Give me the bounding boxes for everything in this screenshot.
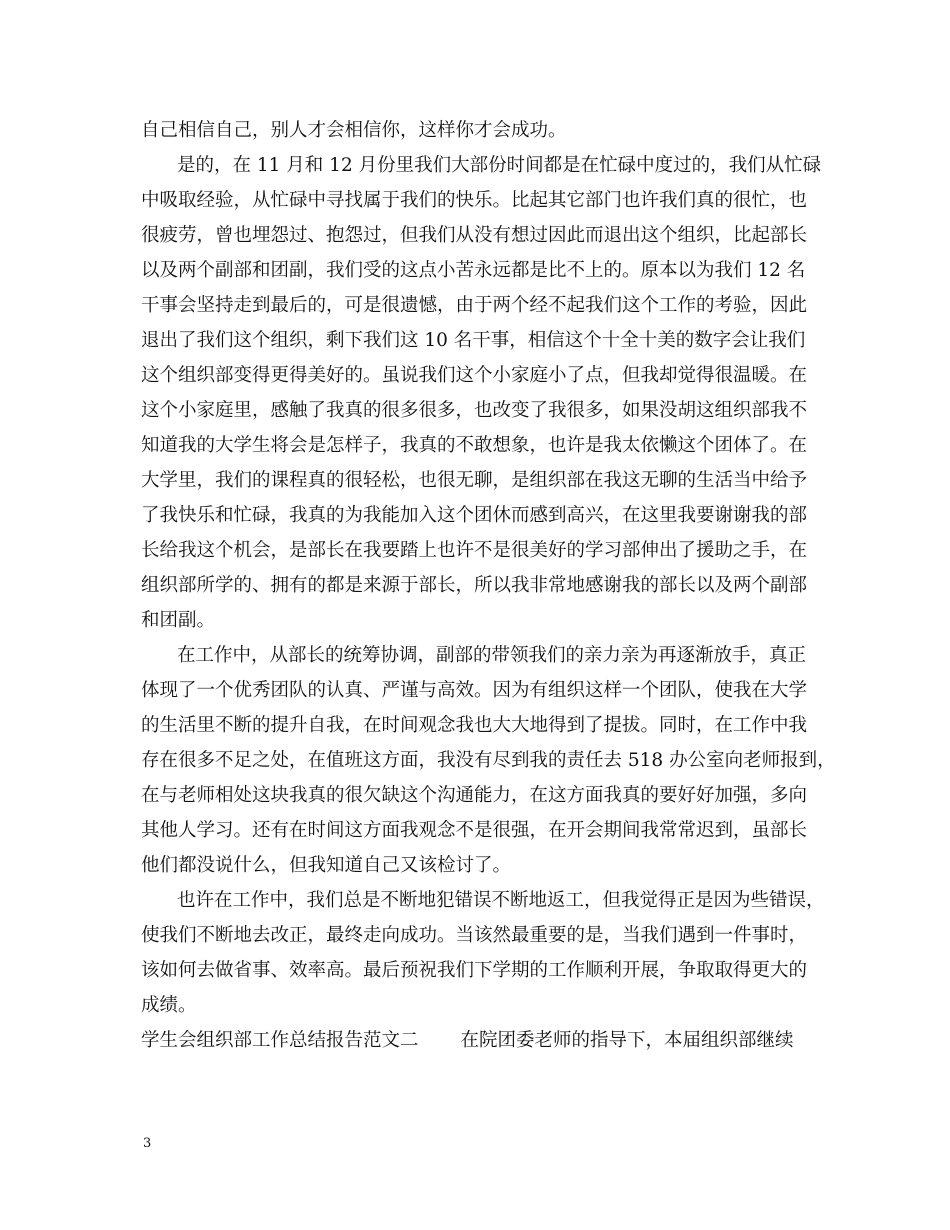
text-line: 大学里，我们的课程真的很轻松，也很无聊，是组织部在我这无聊的生活当中给予 [141,470,808,491]
paragraph-start-line: 是的，在 11 月和 12 月份里我们大部份时间都是在忙碌中度过的，我们从忙碌 [177,155,822,176]
text-line: 该如何去做省事、效率高。最后预祝我们下学期的工作顺利开展，争取取得更大的 [141,960,808,981]
text-line: 他们都没说什么，但我知道自己又该检讨了。 [141,855,512,876]
text-line: 体现了一个优秀团队的认真、严谨与高效。因为有组织这样一个团队，使我在大学 [141,680,808,701]
text-line: 以及两个副部和团副，我们受的这点小苦永远都是比不上的。原本以为我们 12 名 [141,260,806,281]
text-line: 了我快乐和忙碌，我真的为我能加入这个团休而感到高兴，在这里我要谢谢我的部 [141,505,808,526]
text-line: 和团副。 [141,610,216,631]
text-line: 存在很多不足之处，在值班这方面，我没有尽到我的责任去 518 办公室向老师报到， [141,750,836,771]
text-line: 的生活里不断的提升自我，在时间观念我也大大地得到了提拔。同时，在工作中我 [141,715,808,736]
section-opening-text: 在院团委老师的指导下，本届组织部继续 [460,1030,794,1051]
text-line: 很疲劳，曾也埋怨过、抱怨过，但我们从没有想过因此而退出这个组织，比起部长 [141,225,808,246]
body-text [141,113,836,1058]
text-line: 自己相信自己，别人才会相信你，这样你才会成功。 [141,120,567,141]
text-line: 干事会坚持走到最后的，可是很遗憾，由于两个经不起我们这个工作的考验，因此 [141,295,808,316]
text-line: 这个组织部变得更得美好的。虽说我们这个小家庭小了点，但我却觉得很温暖。在 [141,365,808,386]
text-line: 在与老师相处这块我真的很欠缺这个沟通能力，在这方面我真的要好好加强，多向 [141,785,808,806]
text-line: 这个小家庭里，感触了我真的很多很多，也改变了我很多，如果没胡这组织部我不 [141,400,808,421]
section-title-line [141,1023,811,1058]
text-line: 知道我的大学生将会是怎样子，我真的不敢想象，也许是我太依懒这个团体了。在 [141,435,808,456]
text-line: 使我们不断地去改正，最终走向成功。当该然最重要的是，当我们遇到一件事时， [141,925,808,946]
text-line: 其他人学习。还有在时间这方面我观念不是很强，在开会期间我常常迟到，虽部长 [141,820,808,841]
text-line: 中吸取经验，从忙碌中寻找属于我们的快乐。比起其它部门也许我们真的很忙，也 [141,190,808,211]
text-line: 成绩。 [141,995,197,1016]
section-title: 学生会组织部工作总结报告范文二 [141,1030,419,1051]
paragraph-start-line: 在工作中，从部长的统筹协调，副部的带领我们的亲力亲为再逐渐放手，真正 [177,645,807,666]
page-number: 3 [143,1136,152,1151]
paragraph-start-line: 也许在工作中，我们总是不断地犯错误不断地返工，但我觉得正是因为些错误， [177,890,825,911]
text-line: 组织部所学的、拥有的都是来源于部长，所以我非常地感谢我的部长以及两个副部 [141,575,808,596]
text-line: 长给我这个机会，是部长在我要踏上也许不是很美好的学习部伸出了援助之手，在 [141,540,808,561]
text-line: 退出了我们这个组织，剩下我们这 10 名干事，相信这个十全十美的数字会让我们 [141,330,806,351]
